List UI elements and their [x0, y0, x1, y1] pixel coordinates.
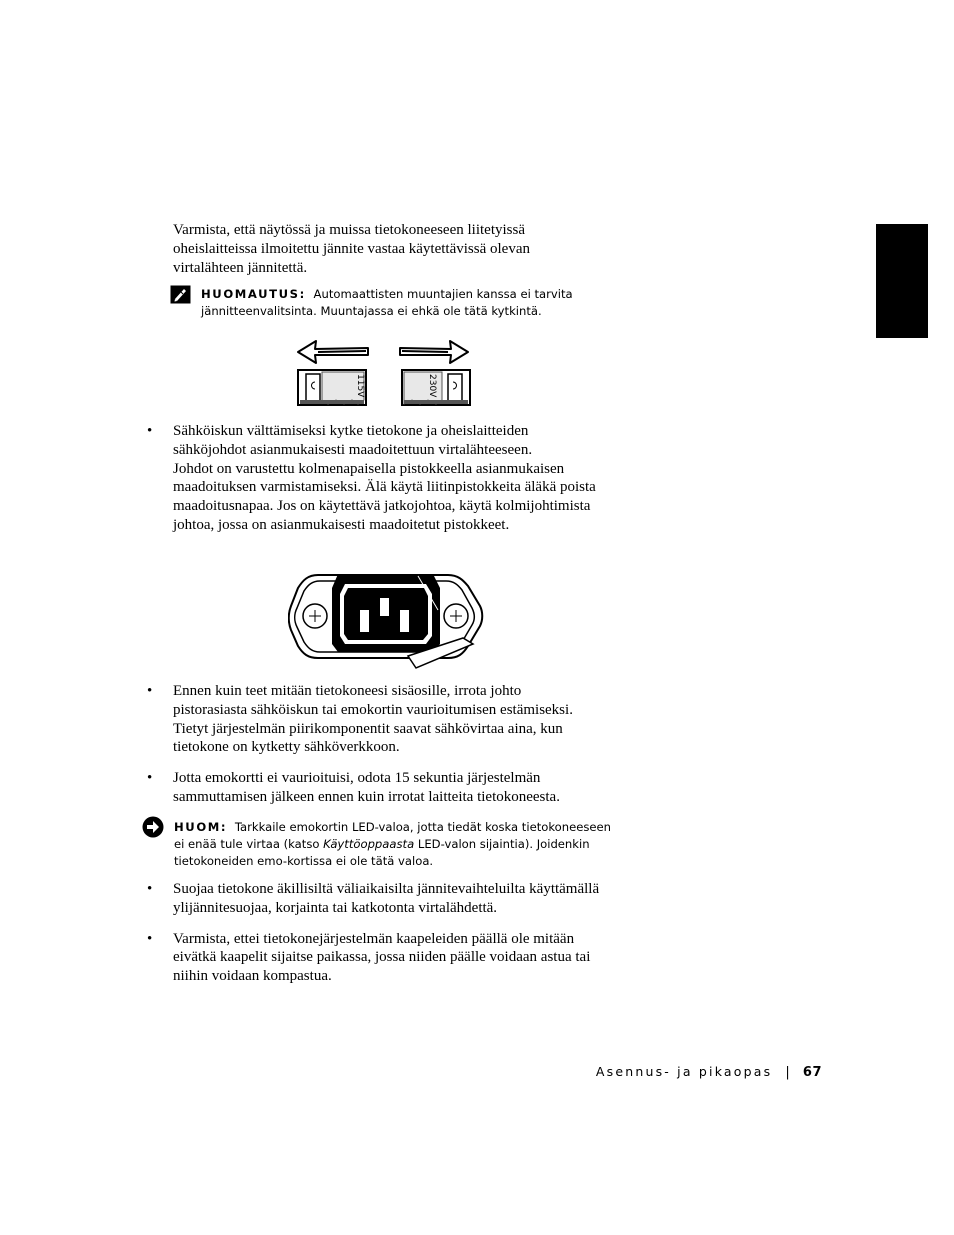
notice-line: tietokoneiden emo-kortissa ei ole tätä valoa.: [174, 854, 434, 868]
notice-text: LED-valon sijaintia). Joidenkin: [414, 837, 590, 851]
list-item-line: Sähköiskun välttämiseksi kytke tietokone ja oheislaitteiden: [173, 423, 529, 439]
note-line: jännitteenvalitsinta. Muuntajassa ei ehkä ole tätä kytkintä.: [201, 304, 542, 318]
switch-label-230v: 230V: [427, 374, 437, 398]
list-item-line: eivätkä kaapelit sijaitse paikassa, jossa niiden päälle voidaan astua tai: [173, 949, 591, 966]
footer-title: Asennus- ja pikaopas: [595, 1064, 773, 1079]
note-line: [201, 286, 641, 303]
screw-left-icon: [303, 604, 327, 628]
bullet-list-surge: [147, 880, 653, 986]
list-item-line: Jotta emokortti ei vaurioituisi, odota 15 sekuntia järjestelmän: [173, 770, 541, 787]
page-footer: [560, 1061, 822, 1080]
intro-paragraph: [173, 221, 643, 277]
list-item: [147, 930, 653, 986]
notice-line: [174, 836, 644, 853]
list-item-line: maadoituksen varmistamiseksi. Älä käytä liitinpistokkeita äläkä poista: [173, 479, 596, 496]
bullet-mark: •: [147, 770, 153, 787]
intro-line: virtalähteen jännitettä.: [173, 259, 308, 276]
voltage-switch-figure: [292, 338, 482, 415]
list-item-line: Tietyt järjestelmän piirikomponentit saavat sähkövirtaa aina, kun: [173, 720, 563, 737]
list-item-line: Varmista, ettei tietokonejärjestelmän kaapeleiden päällä ole mitään: [173, 930, 575, 947]
list-item-line: Suojaa tietokone äkillisiltä väliaikaisilta jännitevaihteluilta käyttämällä: [173, 881, 600, 897]
list-item-line: sammuttamisen jälkeen ennen kuin irrotat laitteita tietokoneesta.: [173, 788, 560, 805]
screw-right-icon: [444, 604, 468, 628]
note-label: HUOMAUTUS:: [201, 287, 306, 301]
manual-title: Käyttöoppaasta: [323, 837, 415, 851]
list-item-line: tietokone on kytketty sähköverkkoon.: [173, 739, 400, 756]
page-number: 67: [802, 1065, 822, 1080]
bullet-mark: •: [147, 930, 153, 947]
notice-label: HUOM:: [174, 820, 228, 834]
notice-line: [174, 819, 644, 836]
list-item-line: pistorasiasta sähköiskun tai emokortin vaurioitumisen estämiseksi.: [173, 701, 573, 718]
list-item: [147, 880, 653, 918]
right-arrow-icon: [400, 341, 468, 363]
footer-separator: |: [785, 1065, 790, 1080]
bullet-mark: •: [147, 683, 153, 699]
notice-text: ei enää tule virtaa (katso: [174, 837, 324, 851]
power-connector-figure: [288, 570, 484, 679]
note-text: Automaattisten muuntajien kanssa ei tarvita: [313, 287, 573, 301]
list-item-line: johtoa, jossa on asianmukaisesti maadoitetut pistokkeet.: [173, 516, 510, 533]
list-item: [147, 422, 643, 535]
bullet-list-grounding: [147, 422, 643, 535]
notice-text: Tarkkaile emokortin LED-valoa, jotta tiedät koska tietokoneeseen: [234, 820, 612, 834]
list-item-line: niihin voidaan kompastua.: [173, 968, 332, 985]
intro-line: oheislaitteissa ilmoitettu jännite vastaa käytettävissä olevan: [173, 240, 530, 257]
list-item-line: Ennen kuin teet mitään tietokoneesi sisäosille, irrota johto: [173, 683, 522, 699]
list-item: [147, 682, 643, 757]
bullet-mark: •: [147, 881, 153, 897]
list-item-line: maadoitusnapaa. Jos on käytettävä jatkojohtoa, käytä kolmijohtimista: [173, 498, 591, 515]
left-arrow-icon: [298, 341, 368, 363]
intro-line: Varmista, että näytössä ja muissa tietokoneeseen liitetyissä: [173, 222, 525, 238]
note-block: [201, 286, 641, 320]
bullet-mark: •: [147, 423, 153, 439]
switch-label-115v: 115V: [355, 374, 365, 398]
section-thumb-tab: [876, 224, 928, 338]
list-item-line: Johdot on varustettu kolmenapaisella pistokkeella asianmukaisen: [173, 460, 565, 477]
bullet-list-disconnect: [147, 682, 643, 807]
list-item: [147, 769, 643, 807]
list-item-line: ylijännitesuojaa, korjainta tai katkotonta virtalähdettä.: [173, 899, 498, 916]
arrow-notice-icon: [142, 816, 164, 843]
pencil-note-icon: [170, 285, 191, 309]
notice-block: [174, 819, 644, 870]
list-item-line: sähköjohdot asianmukaisesti maadoitettuun virtalähteeseen.: [173, 441, 533, 458]
